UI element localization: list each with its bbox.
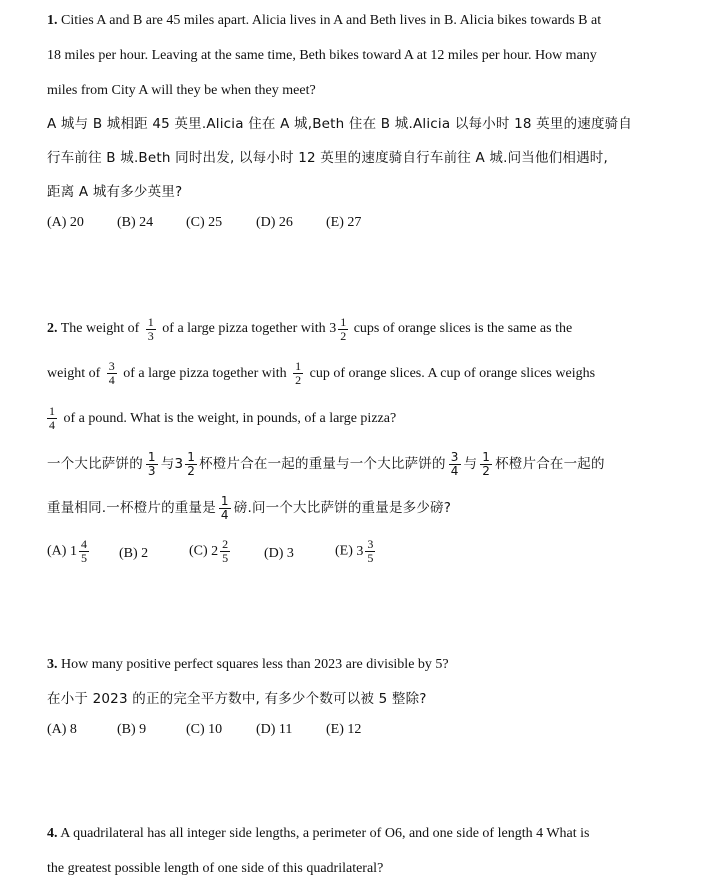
q2-l2-text-b: of a large pizza together with — [123, 366, 287, 381]
choice-label: (C) — [189, 543, 208, 559]
q2-choice-c — [189, 538, 232, 565]
q3-choice-a: (A) 8 — [47, 722, 77, 737]
q2-choice-a — [47, 538, 91, 565]
q1-english-line-2: 18 miles per hour. Leaving at the same time, Beth bikes toward A at 12 miles per hour. How many — [47, 48, 597, 63]
q4-english-line-2: the greatest possible length of one side of this quadrilateral? — [47, 861, 384, 876]
q1-choice-c: (C) 25 — [186, 215, 223, 230]
q2-choice-e — [335, 538, 377, 565]
q4-english-line-1 — [47, 825, 590, 843]
q2-l1-text-a: The weight of — [60, 321, 140, 337]
numerator: 3 — [108, 359, 115, 374]
fraction-one-third — [146, 316, 156, 343]
numerator: 1 — [295, 359, 302, 374]
denominator: 2 — [187, 463, 196, 478]
q1-chinese-line-2: 行车前往 B 城.Beth 同时出发, 以每小时 12 英里的速度骑自行车前往 A 城.问当他们相遇时, — [47, 150, 608, 166]
q2-chinese-line-1 — [47, 447, 605, 481]
whole: 1 — [69, 543, 77, 559]
q2-cn1-text-e: 杯橙片合在一起的 — [495, 456, 605, 472]
denominator: 4 — [108, 373, 115, 388]
q2-cn1-text-d: 与 — [463, 456, 478, 472]
fraction-one-half — [293, 360, 303, 387]
mixed-three-and-half — [174, 447, 199, 481]
mixed-two-two-fifths — [211, 538, 232, 565]
q3-choice-c: (C) 10 — [186, 722, 223, 737]
fraction-one-third — [146, 451, 158, 478]
denominator: 2 — [482, 463, 491, 478]
q1-english-line-1 — [47, 12, 601, 30]
fraction-three-quarters — [449, 451, 461, 478]
q2-l1-text-c: cups of orange slices is the same as the — [353, 321, 573, 337]
q4-number: 4. — [47, 826, 58, 841]
numerator: 1 — [340, 314, 347, 329]
q2-choice-b: (B) 2 — [119, 546, 149, 561]
q2-l2-text-a: weight of — [47, 366, 101, 381]
q2-number: 2. — [47, 321, 58, 337]
denominator: 4 — [450, 463, 459, 478]
numerator: 1 — [482, 449, 491, 464]
whole: 3 — [329, 321, 337, 336]
q2-choice-d: (D) 3 — [264, 546, 294, 561]
q2-cn1-text-c: 杯橙片合在一起的重量与一个大比萨饼的 — [199, 456, 446, 472]
q4-text: A quadrilateral has all integer side lengths, a perimeter of O6, and one side of length 4 What is — [60, 826, 590, 841]
q3-choice-e: (E) 12 — [326, 722, 362, 737]
denominator: 5 — [367, 551, 374, 565]
q1-choice-e: (E) 27 — [326, 215, 362, 230]
q2-chinese-line-2 — [47, 491, 451, 525]
numerator: 1 — [220, 493, 229, 508]
q2-cn2-text-b: 磅.问一个大比萨饼的重量是多少磅? — [233, 500, 452, 516]
q1-choice-b: (B) 24 — [117, 215, 154, 230]
q2-cn2-text-a: 重量相同.一杯橙片的重量是 — [47, 500, 216, 516]
q1-choice-a: (A) 20 — [47, 215, 84, 230]
denominator: 3 — [147, 328, 154, 343]
q3-chinese-line: 在小于 2023 的正的完全平方数中, 有多少个数可以被 5 整除? — [47, 691, 427, 707]
q2-cn1-text-b: 与 — [160, 456, 175, 472]
mixed-three-three-fifths — [356, 538, 377, 565]
q1-english-line-3: miles from City A will they be when they meet? — [47, 83, 316, 98]
q3-number: 3. — [47, 657, 58, 672]
q2-english-line-1 — [47, 312, 572, 346]
whole: 3 — [174, 456, 184, 472]
denominator: 3 — [147, 463, 156, 478]
denominator: 4 — [49, 418, 55, 433]
q1-text: Cities A and B are 45 miles apart. Alicia lives in A and Beth lives in B. Alicia bikes towards B at — [61, 13, 602, 28]
denominator: 2 — [295, 373, 302, 388]
denominator: 4 — [220, 507, 229, 522]
numerator: 1 — [147, 314, 154, 329]
q2-l2-text-c: cup of orange slices. A cup of orange slices weighs — [309, 366, 596, 381]
q1-choice-d: (D) 26 — [256, 215, 293, 230]
q2-l1-text-b: of a large pizza together with — [162, 321, 326, 337]
q2-english-line-3 — [47, 402, 396, 436]
denominator: 5 — [222, 551, 229, 565]
numerator: 3 — [450, 449, 459, 464]
whole: 3 — [356, 543, 364, 559]
q1-chinese-line-1: A 城与 B 城相距 45 英里.Alicia 住在 A 城,Beth 住在 B 城.Alicia 以每小时 18 英里的速度骑自 — [47, 116, 633, 132]
q2-cn1-text-a: 一个大比萨饼的 — [47, 456, 143, 472]
numerator: 1 — [49, 404, 55, 419]
choice-label: (E) — [335, 543, 353, 559]
q1-number: 1. — [47, 13, 58, 28]
fraction-one-half — [480, 451, 492, 478]
denominator: 5 — [80, 551, 87, 565]
q3-choice-d: (D) 11 — [256, 722, 293, 737]
fraction-one-quarter — [47, 405, 57, 432]
mixed-three-and-half — [329, 312, 350, 346]
q3-choice-b: (B) 9 — [117, 722, 147, 737]
fraction-three-quarters — [107, 360, 117, 387]
choice-label: (A) — [47, 543, 67, 559]
q3-english-line — [47, 656, 449, 674]
q3-text: How many positive perfect squares less than 2023 are divisible by 5? — [61, 657, 449, 672]
q2-english-line-2 — [47, 357, 595, 391]
fraction-one-quarter — [219, 495, 231, 522]
denominator: 2 — [340, 328, 347, 343]
numerator: 4 — [80, 537, 87, 551]
numerator: 3 — [367, 537, 374, 551]
numerator: 1 — [147, 449, 156, 464]
numerator: 1 — [187, 449, 196, 464]
whole: 2 — [211, 543, 219, 559]
mixed-one-four-fifths — [70, 538, 91, 565]
q2-l3-text-b: of a pound. What is the weight, in pounds, of a large pizza? — [63, 411, 397, 426]
q1-chinese-line-3: 距离 A 城有多少英里? — [47, 184, 183, 200]
numerator: 2 — [222, 537, 229, 551]
